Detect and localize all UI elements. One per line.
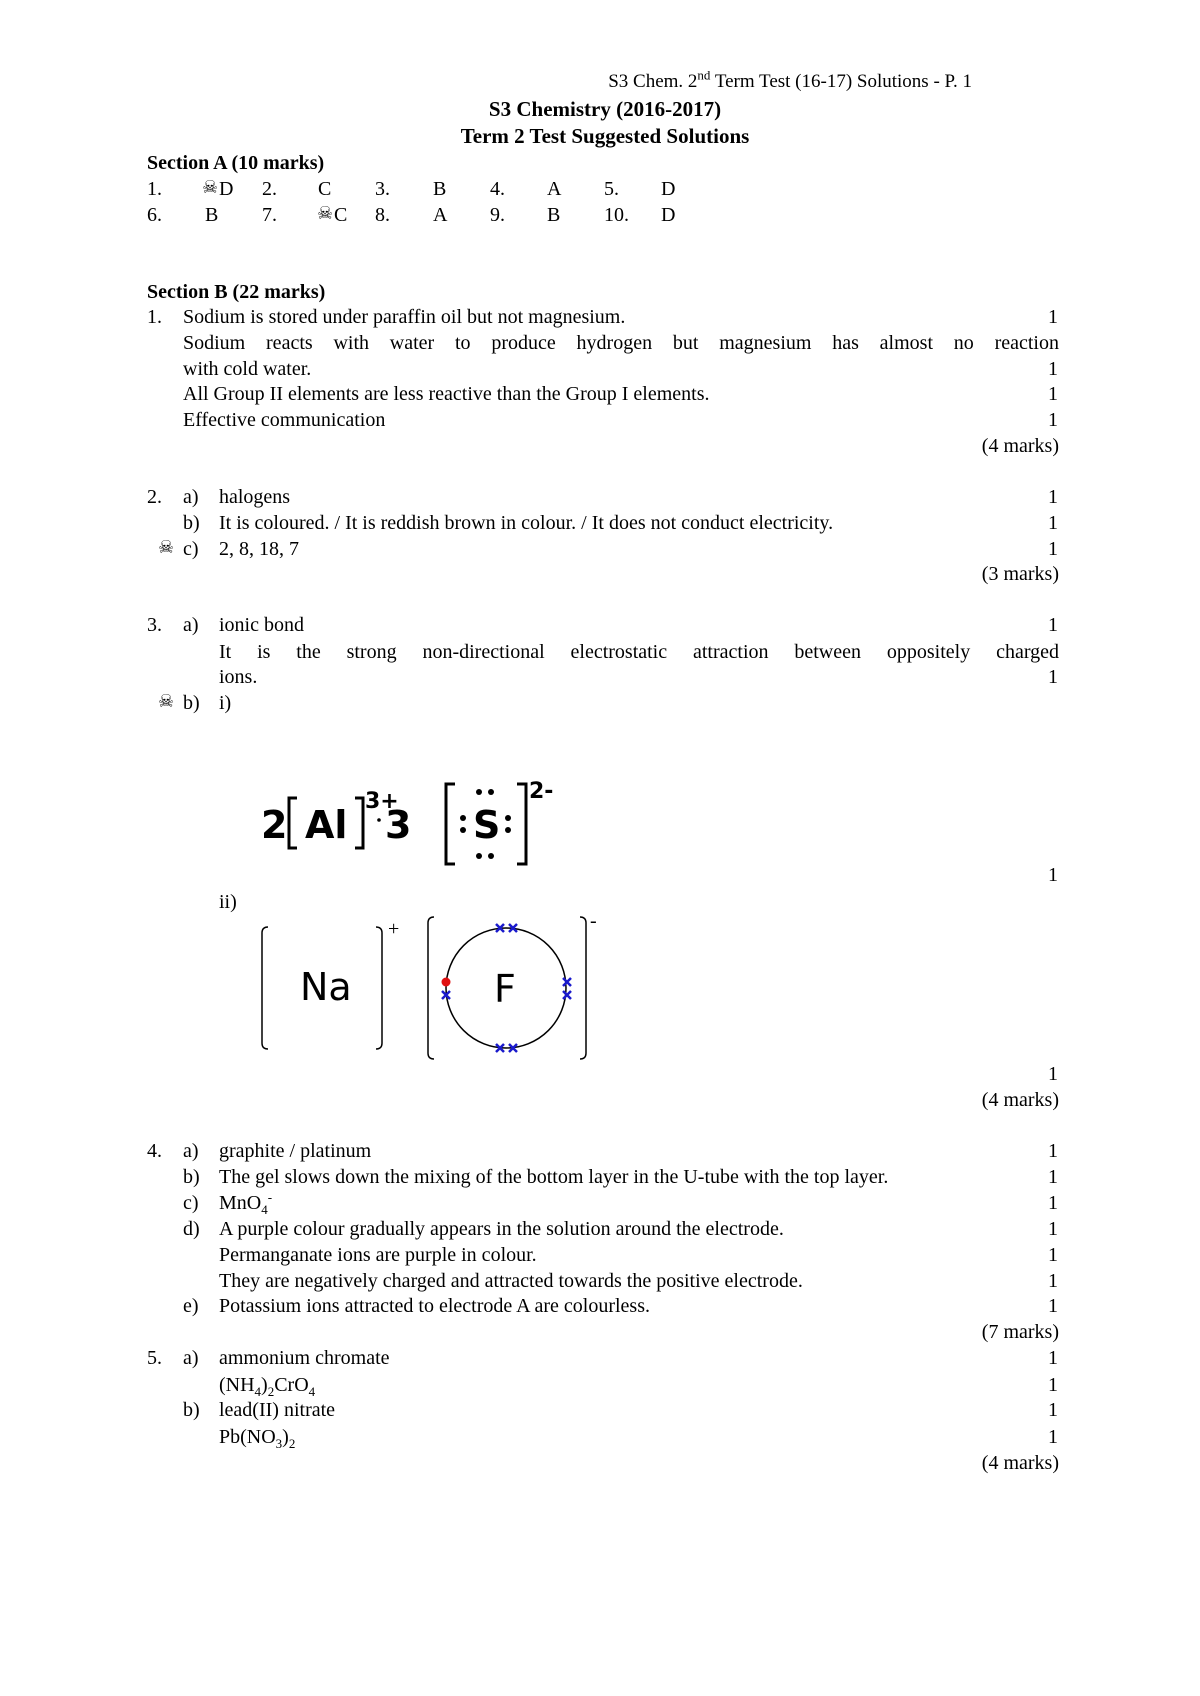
sulfide-charge: 2- <box>529 779 554 804</box>
sub-part-label: i) <box>219 692 232 714</box>
mc-number: 7. <box>262 204 277 226</box>
mc-answer: C <box>334 204 348 226</box>
skull-crossbones-icon: ☠ <box>317 203 334 224</box>
electron-dot <box>488 853 494 859</box>
electron-dot <box>505 815 511 821</box>
section-b-heading: Section B (22 marks) <box>147 281 326 303</box>
part-label: c) <box>183 1192 199 1214</box>
answer-line: It is coloured. / It is reddish brown in colour. / It does not conduct electricity. <box>219 512 834 534</box>
separator-dot <box>377 818 381 822</box>
mc-number: 10. <box>604 204 629 226</box>
mark: 1 <box>1048 1270 1058 1292</box>
answer-line: lead(II) nitrate <box>219 1399 336 1421</box>
part-label: a) <box>183 486 199 508</box>
bracket-right <box>376 927 382 1049</box>
part-label: e) <box>183 1295 199 1317</box>
mc-answer: B <box>547 204 561 226</box>
marks-total: (4 marks) <box>981 1452 1059 1474</box>
mark: 1 <box>1048 1244 1058 1266</box>
chemical-formula: $Pb(NO_3)_2$ <box>219 1426 296 1451</box>
part-label: a) <box>183 614 199 636</box>
mark: 1 <box>1048 1140 1058 1162</box>
mark: 1 <box>1048 864 1058 886</box>
answer-line: Potassium ions attracted to electrode A are colourless. <box>219 1295 650 1317</box>
mc-answer: B <box>205 204 219 226</box>
marks-total: (4 marks) <box>981 1089 1059 1111</box>
coefficient: 2 <box>261 803 288 847</box>
mc-number: 3. <box>375 178 390 200</box>
mark: 1 <box>1048 1426 1058 1448</box>
fluoride-charge: - <box>590 915 597 932</box>
mark: 1 <box>1048 1192 1058 1214</box>
part-label: d) <box>183 1218 200 1240</box>
part-label: c) <box>183 538 199 560</box>
question-number: 4. <box>147 1140 162 1162</box>
mark: 1 <box>1048 358 1058 380</box>
mark: 1 <box>1048 1063 1058 1085</box>
skull-crossbones-icon: ☠ <box>202 177 219 198</box>
mc-answer: C <box>318 178 332 200</box>
mc-number: 5. <box>604 178 619 200</box>
mark: 1 <box>1048 1295 1058 1317</box>
answer-line: with cold water. <box>183 358 312 380</box>
mc-number: 4. <box>490 178 505 200</box>
section-a-heading: Section A (10 marks) <box>147 152 325 174</box>
answer-line: ammonium chromate <box>219 1347 390 1369</box>
marks-total: (4 marks) <box>981 435 1059 457</box>
electron-dot <box>476 789 482 795</box>
chemical-formula: $(NH_4)_2CrO_4$ <box>219 1374 316 1399</box>
running-header: S3 Chem. 2nd Term Test (16-17) Solutions - P. 1 <box>608 67 972 92</box>
mc-answer: D <box>219 178 234 200</box>
mc-answer: D <box>661 204 676 226</box>
sodium-fluoride-diagram <box>258 915 608 1065</box>
answer-line: ionic bond <box>219 614 304 636</box>
part-label: b) <box>183 692 200 714</box>
mark: 1 <box>1048 1347 1058 1369</box>
electron-dot <box>460 815 466 821</box>
electron-cross <box>563 978 571 986</box>
electron-dot <box>488 789 494 795</box>
electron-cross <box>563 991 571 999</box>
sodium-symbol: Na <box>300 965 352 1009</box>
sub-part-label: ii) <box>219 891 237 913</box>
answer-line: Permanganate ions are purple in colour. <box>219 1244 537 1266</box>
bracket-left <box>289 798 297 848</box>
mark: 1 <box>1048 666 1058 688</box>
mark: 1 <box>1048 486 1058 508</box>
part-label: a) <box>183 1347 199 1369</box>
part-label: b) <box>183 512 200 534</box>
question-number: 1. <box>147 306 162 328</box>
transferred-electron-dot <box>442 978 451 987</box>
electron-dot <box>460 827 466 833</box>
mc-answer: A <box>547 178 562 200</box>
answer-line: MnO$_4$- <box>219 1189 273 1217</box>
bracket-right <box>517 784 526 864</box>
bracket-right <box>580 917 586 1059</box>
coefficient: 3 <box>385 803 412 847</box>
answer-line: 2, 8, 18, 7 <box>219 538 299 560</box>
marks-total: (3 marks) <box>981 563 1059 585</box>
mc-answer: A <box>433 204 448 226</box>
part-label: b) <box>183 1399 200 1421</box>
bracket-left <box>428 917 434 1059</box>
mark: 1 <box>1048 1399 1058 1421</box>
answer-line: A purple colour gradually appears in the solution around the electrode. <box>219 1218 784 1240</box>
mark: 1 <box>1048 383 1058 405</box>
bracket-right <box>355 798 363 848</box>
part-label: a) <box>183 1140 199 1162</box>
answer-line: All Group II elements are less reactive than the Group I elements. <box>183 383 710 405</box>
mark: 1 <box>1048 1166 1058 1188</box>
page-subtitle: Term 2 Test Suggested Solutions <box>460 124 750 148</box>
marks-total: (7 marks) <box>981 1321 1059 1343</box>
skull-crossbones-icon: ☠ <box>158 537 175 558</box>
mark: 1 <box>1048 512 1058 534</box>
answer-line: ions. <box>219 666 258 688</box>
answer-line: halogens <box>219 486 291 508</box>
sulfur-symbol: S <box>473 803 501 847</box>
mc-number: 2. <box>262 178 277 200</box>
page-title: S3 Chemistry (2016-2017) <box>488 97 722 121</box>
aluminium-sulfide-diagram <box>255 778 585 878</box>
answer-line: They are negatively charged and attracted towards the positive electrode. <box>219 1270 803 1292</box>
answer-line: The gel slows down the mixing of the bottom layer in the U-tube with the top layer. <box>219 1166 889 1188</box>
mc-number: 1. <box>147 178 162 200</box>
aluminium-charge: 3+ <box>365 789 399 814</box>
question-number: 2. <box>147 486 162 508</box>
question-number: 5. <box>147 1347 162 1369</box>
mark: 1 <box>1048 409 1058 431</box>
electron-dot <box>505 827 511 833</box>
electron-dot <box>476 853 482 859</box>
question-number: 3. <box>147 614 162 636</box>
part-label: b) <box>183 1166 200 1188</box>
answer-line: Effective communication <box>183 409 386 431</box>
answer-line: Sodium reacts with water to produce hydrogen but magnesium has almost no reaction <box>183 332 1059 354</box>
answer-line: graphite / platinum <box>219 1140 372 1162</box>
mark: 1 <box>1048 1218 1058 1240</box>
fluorine-symbol: F <box>494 967 516 1011</box>
mc-number: 9. <box>490 204 505 226</box>
sodium-charge: + <box>388 918 400 940</box>
mc-answer: B <box>433 178 447 200</box>
mark: 1 <box>1048 614 1058 636</box>
bracket-left <box>262 927 268 1049</box>
mark: 1 <box>1048 306 1058 328</box>
answer-line: Sodium is stored under paraffin oil but not magnesium. <box>183 306 626 328</box>
mc-number: 6. <box>147 204 162 226</box>
mc-answer: D <box>661 178 676 200</box>
skull-crossbones-icon: ☠ <box>158 691 175 712</box>
answer-line: It is the strong non-directional electrostatic attraction between oppositely charged <box>219 641 1059 663</box>
bracket-left <box>446 784 455 864</box>
mark: 1 <box>1048 538 1058 560</box>
mc-number: 8. <box>375 204 390 226</box>
aluminium-symbol: Al <box>305 803 348 847</box>
mark: 1 <box>1048 1374 1058 1396</box>
